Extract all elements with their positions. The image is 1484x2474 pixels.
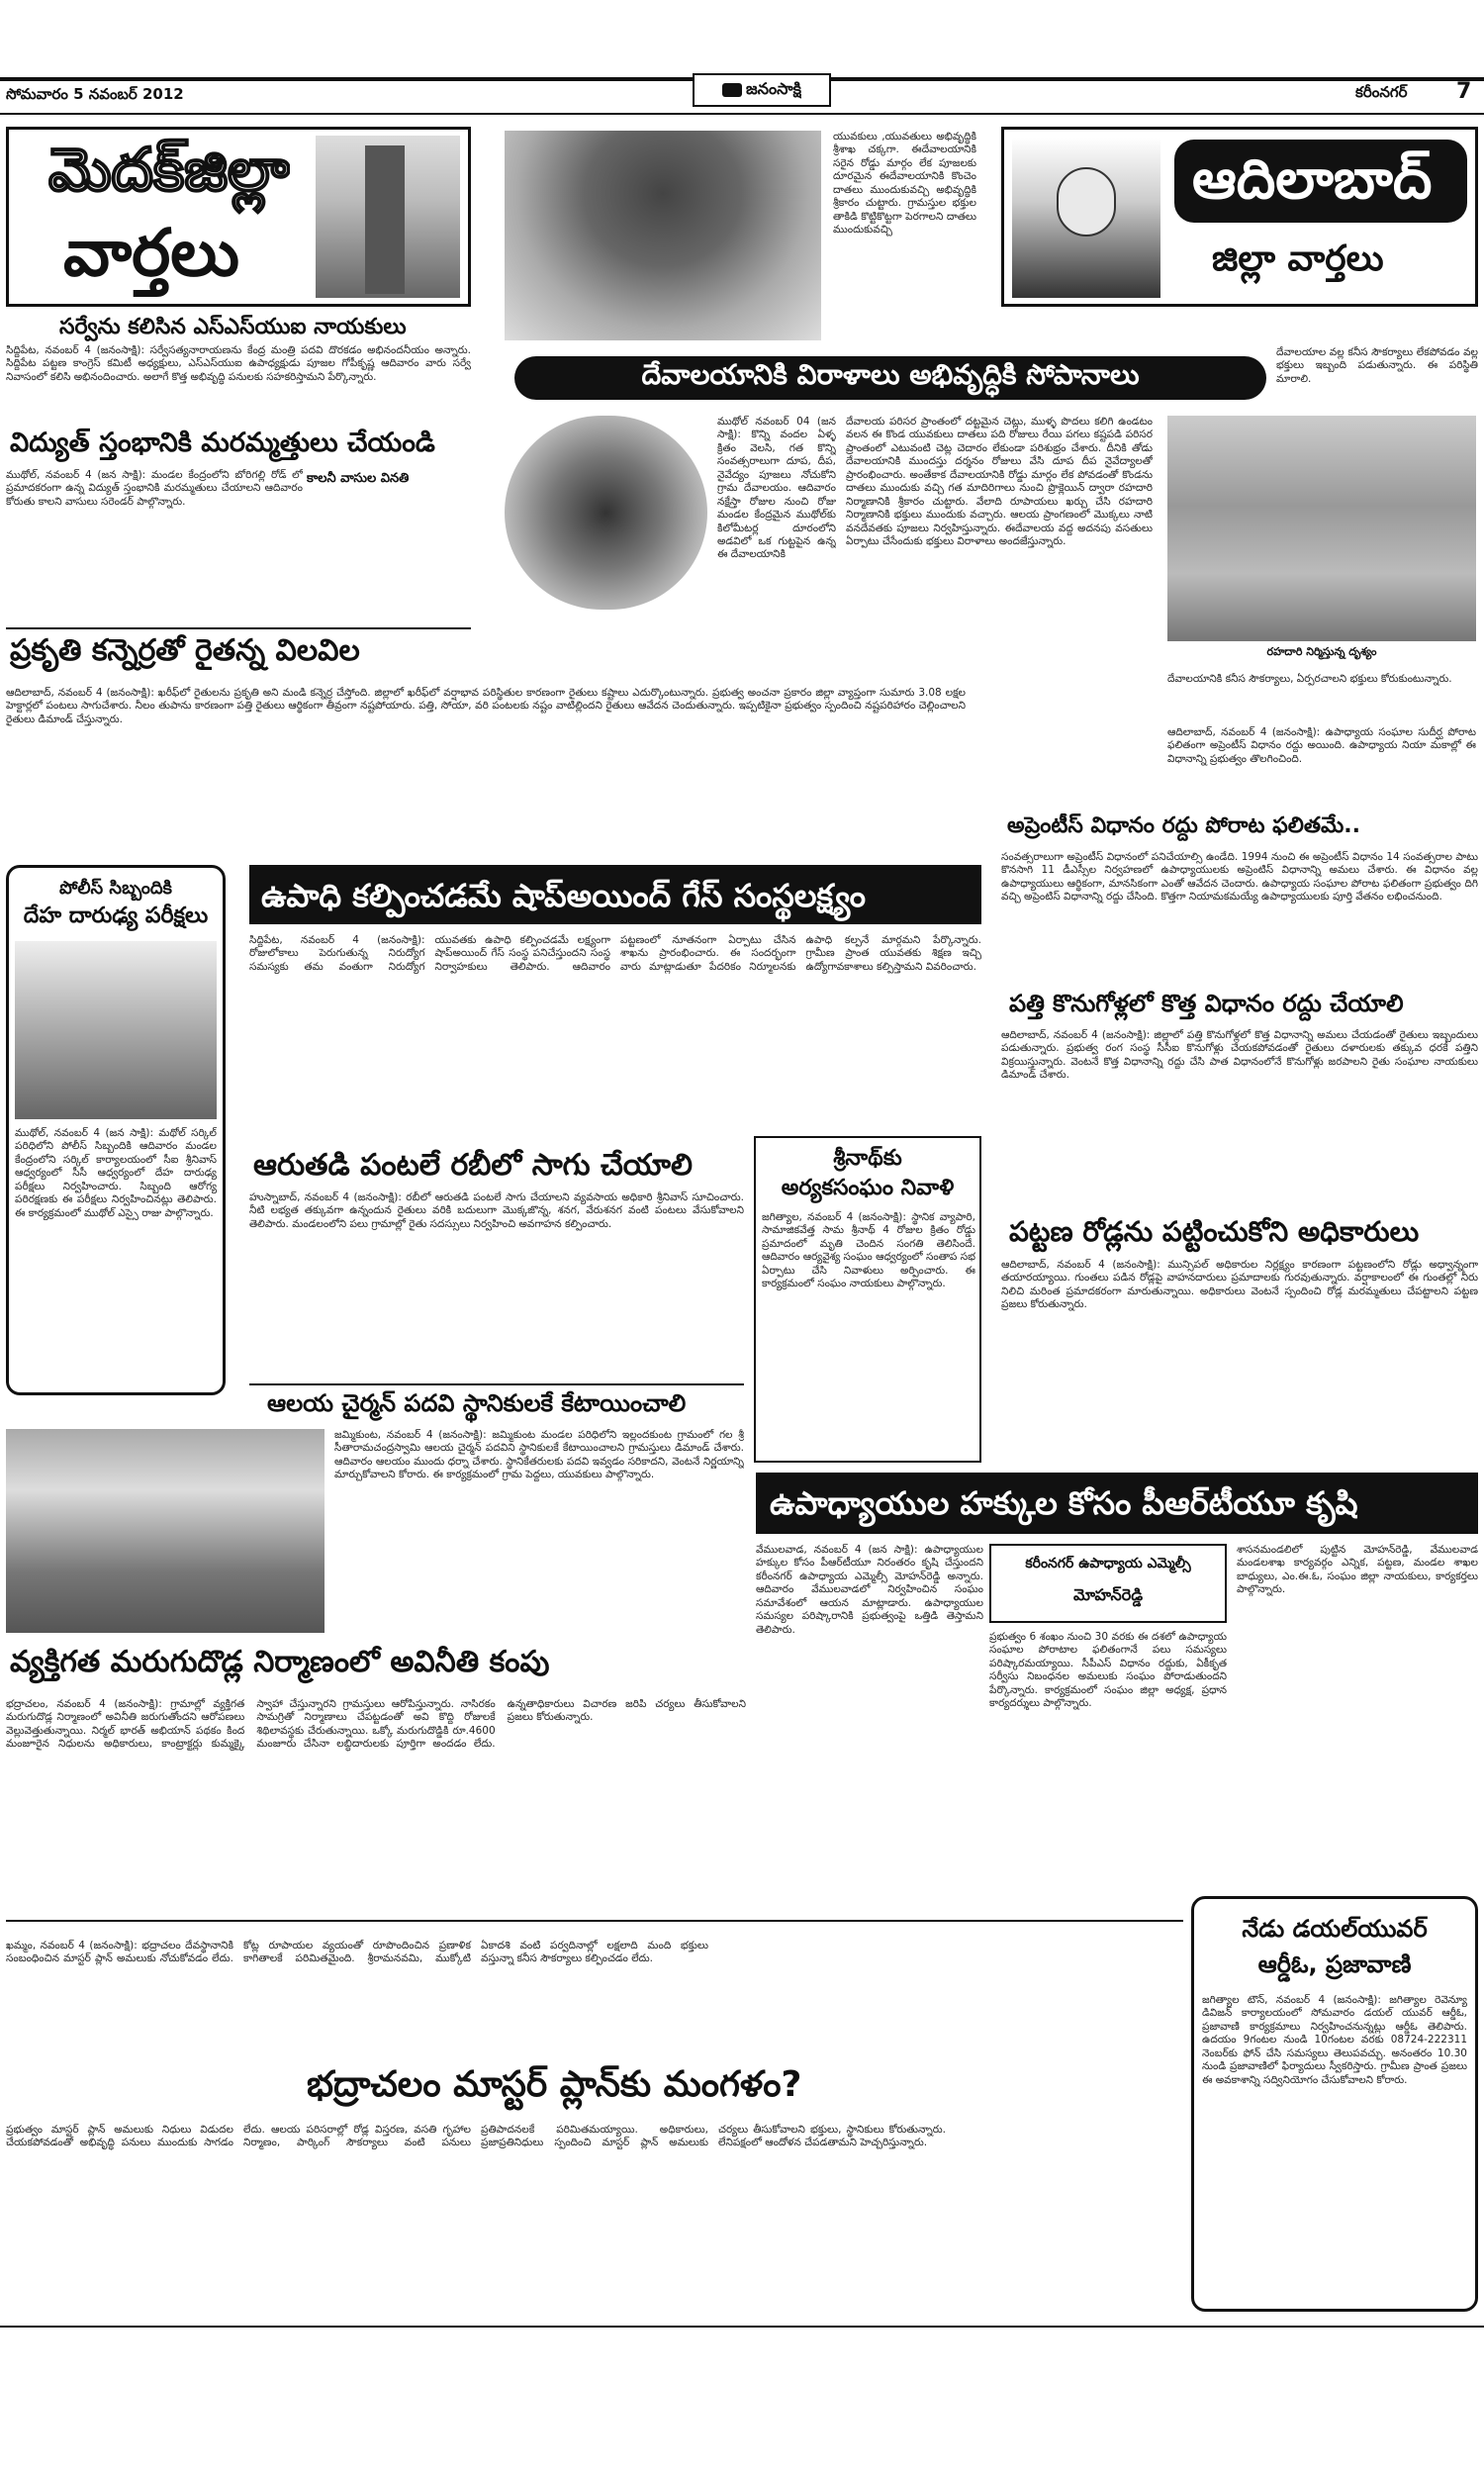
rule [6,627,471,629]
medak-banner [6,127,471,307]
issue-date: సోమవారం 5 నవంబర్ 2012 [6,85,184,103]
medak-headline-1: సర్వేను కలిసిన ఎస్‌ఎస్‌యుఐ నాయకులు [59,315,407,339]
srinath-headline-1: శ్రీనాథ్‌కు [833,1146,902,1171]
dialyour-headline-1: నేడు డయల్‌యువర్ [1242,1915,1428,1943]
city-name: కరీంనగర్ [1355,83,1408,101]
dialyour-box [1191,1896,1478,2312]
police-body: ముథోల్, నవంబర్ 4 (జన సాక్షి): మథోల్ సర్కిల్ పరిధిలోని పోలీస్ సిబ్బందికి ఆదివారం మండల కేంద్రంలోని సర్కిల్ కార్యాలయంలో సీఐ శ్రీనివాస్ ఆధ్వర్యంలో సీసీ ఆధ్వర్యంలో దేహ దారుఢ్య పరీక్షలు నిర్వహించారు. సిబ్బంది ఆరోగ్య పరిరక్షణకు ఈ పరీక్షలు నిర్వహించినట్లు తెలిపారు. ఈ కార్యక్రమంలో ముథోల్ ఎస్సై రాజు పాల్గొన్నారు. [15,1127,217,1219]
bhadrachalam-headline: భద్రాచలం మాస్టర్ ప్లాన్‌కు మంగళం? [307,2064,802,2105]
srinath-body: జగిత్యాల, నవంబర్ 4 (జనంసాక్షి): స్థానిక వ్యాపారి, సామాజికవేత్త సామ శ్రీనాథ్ 4 రోజుల క్రితం రోడ్డు ప్రమాదంలో మృతి చెందిన సంగతి తెలిసిందే. ఆదివారం ఆర్యవైశ్య సంఘం ఆధ్వర్యంలో సంతాప సభ ఏర్పాటు చేసి నివాళులు అర్పించారు. ఈ కార్యక్రమంలో సంఘం నాయకులు పాల్గొన్నారు. [762,1211,975,1290]
mlc-title: కరీంనగర్ ఉపాధ్యాయ ఎమ్మెల్సీ [1025,1556,1191,1571]
temple-side-text: దేవాలయానికి కనీస సౌకర్యాలు, ఏర్పరచాలని భక్తులు కోరుకుంటున్నారు. [1167,673,1452,685]
temple-body-col1: ముథోల్ నవంబర్ 04 (జన సాక్షి): కొన్ని వందల ఏళ్ళ క్రితం వెలసి, గత కొన్ని సంవత్సరాలుగా దూప, దీప, నైవేద్యం పూజలు నోచుకోని గ్రామ దేవాలయం. ఆదివారం నక్షేస్తా రోజుల నుంచి రోజు మండల కేంద్రమైన ముథోల్‌కు కిలోమీటర్ల దూరంలోని అడవిలో ఒక గుట్టపైన ఉన్న ఈ దేవాలయానికి [717,416,836,561]
road-photo-caption: రహదారి నిర్మిస్తున్న దృశ్యం [1266,645,1377,658]
medak-subhead-2: కాలనీ వాసుల వినతి [307,471,410,486]
adilabad-side-text: దేవాలయాల వల్ల కనీస సౌకర్యాలు లేకపోవడం వల్ల భక్తులు ఇబ్బంది పడుతున్నారు. ఈ పరిస్థితి మారాలి. [1276,346,1478,385]
adilabad-banner-subtitle: జిల్లా వార్తలు [1212,238,1384,279]
police-headline-2: దేహ దారుఢ్య పరీక్షలు [23,904,209,928]
dialyour-body: జగిత్యాల టౌన్, నవంబర్ 4 (జనంసాక్షి): జగిత్యాల రెవెన్యూ డివిజన్ కార్యాలయంలో సోమవారం డయల్ యువర్ ఆర్డీఓ, ప్రజావాణి కార్యక్రమాలు నిర్వహించనున్నట్లు ఆర్డీఓ తెలిపారు. ఉదయం 9గంటల నుండి 10గంటల వరకు 08724-222311 నెంబర్‌కు ఫోన్ చేసి సమస్యలు తెలుపవచ్చు. అనంతరం 10.30 నుండి ప్రజావాణిలో ఫిర్యాదులు స్వీకరిస్తారు. గ్రామీణ ప్రాంత ప్రజలు ఈ అవకాశాన్ని సద్వినియోగం చేసుకోవాలని కోరారు. [1202,1994,1467,2086]
police-headline-1: పోలీస్ సిబ్బందికి [59,878,172,899]
medak-banner-subtitle: వార్తలు [63,215,239,291]
rabi-headline: ఆరుతడి పంటలే రబీలో సాగు చేయాలి [253,1148,693,1183]
teachers-body-3: శాసనమండలిలో పుట్టిన మోహన్‌రెడ్డి, వేములవాడ మండలశాఖ కార్యవర్గం ఎన్నిక, పట్టణ, మండల శాఖల బాధ్యులు, ఎం.ఈ.ఓ, సంఘం జిల్లా నాయకులు, కార్యకర్తలు పాల్గొన్నారు. [1237,1544,1478,1596]
rule [6,1920,1183,1922]
tree-photo [505,131,821,340]
medak-body-2: ముథోల్, నవంబర్ 4 (జన సాక్షి): మండల కేంద్రంలోని బోరిగల్లి రోడ్ లో ప్రమాదకరంగా ఉన్న విద్యుత్ స్తంభానికి మరమ్మతులు చేయాలని ఆదివారం కోరుతు కాలని వాసులు సరెండర్ పాల్గొన్నారు. [6,469,303,508]
police-photo [15,941,217,1119]
temple-body-col2: దేవాలయ పరిసర ప్రాంతంలో దట్టమైన చెట్లు, ముళ్ళ పొదలు కలిగి ఉండటం వలన ఈ కొండ యువకులు దాతలు పది రోజులు రేయి పగలు కష్టపడి పరిసర ప్రాంతంలో ఎటువంటి చెట్ల చెదారం లేకుండా పరిశుభ్రం చేశారు. దీనికి తోడు దేవాలయానికి ముందస్తు దర్శనం రోజులు వేసి దూప దీప నైవేద్యాలతో ప్రారంభించారు. అంతేకాక దేవాలయానికి రోడ్డు మార్గం లేక పోవడంతో కొండను దాతలు ముందుకు వచ్చి గత మాదిరిగాలు నుంచి ప్రొక్లెయిన్ ద్వారా రహదారి నిర్మాణానికి శ్రీకారం చుట్టారు. వేలాది రూపాయలు ఖర్చు చేసి రహదారి నిర్మాణానికి భక్తులు ముందుకు వచ్చారు. ఆలయ ప్రాంగణంలో మొక్కలు నాటి వనదేవతకు పూజలు నిర్వహిస్తున్నారు. ఈదేవాలయ వద్ద అదనపు వసతులు ఏర్పాటు చేసేందుకు భక్తులు విరాళాలు అందజేస్తున్నారు. [846,416,1153,547]
road-construction-photo [1167,416,1476,641]
chairman-body: జమ్మికుంట, నవంబర్ 4 (జనంసాక్షి): జమ్మికుంట మండల పరిధిలోని ఇల్లందకుంట గ్రామంలో గల శ్రీ సీతారామచంద్రస్వామి ఆలయ చైర్మన్ పదవిని స్థానికులకే కేటాయించాలని గ్రామస్తులు డిమాండ్ చేశారు. ఆదివారం ఆలయం ముందు ధర్నా చేశారు. స్థానికేతరులకు పదవి ఇవ్వడం సరికాదని, వెంటనే నిర్ణయాన్ని మార్చుకోవాలని కోరారు. ఈ కార్యక్రమంలో గ్రామ పెద్దలు, యువకులు పాల్గొన్నారు. [334,1429,744,1481]
temple-headline-bar [514,356,1266,400]
rule [249,1383,744,1385]
header-rule-bottom [0,113,1484,115]
apprentice-headline: అప్రెంటీస్ విధానం రద్దు పోరాట ఫలితమే.. [1007,813,1360,838]
temple-headline: దేవాలయానికి విరాళాలు అభివృద్ధికి సోపానాలు [641,358,1140,391]
upadhi-body: సిద్దిపేట, నవంబర్ 4 (జనంసాక్షి): రోజులోకాలు పెరుగుతున్న నిరుద్యోగ సమస్యకు తమ వంతుగా నిరుద్యోగ యువతకు ఉపాధి కల్పించడమే లక్ష్యంగా షాప్‌అయింద్ గేస్ సంస్థ పనిచేస్తుందని సంస్థ నిర్వాహకులు తెలిపారు. ఆదివారం పట్టణంలో నూతనంగా ఏర్పాటు చేసిన శాఖను ప్రారంభించారు. ఈ సందర్భంగా వారు మాట్లాడుతూ పేదరికం నిర్మూలనకు ఉపాధి కల్పనే మార్గమని పేర్కొన్నారు. గ్రామీణ ప్రాంత యువతకు శిక్షణ ఇచ్చి ఉద్యోగావకాశాలు కల్పిస్తామని వివరించారు. [249,934,981,973]
rabi-body: హుస్నాబాద్, నవంబర్ 4 (జనంసాక్షి): రబీలో ఆరుతడి పంటలే సాగు చేయాలని వ్యవసాయ అధికారి శ్రీనివాస్ సూచించారు. నీటి లభ్యత తక్కువగా ఉన్నందున రైతులు వరికి బదులుగా మొక్కజొన్న, శనగ, వేరుశనగ వంటి పంటలు వేసుకోవాలని తెలిపారు. మండలంలోని పలు గ్రామాల్లో రైతు సదస్సులు నిర్వహించి అవగాహన కల్పించారు. [249,1191,744,1230]
medak-body-1: సిద్దిపేట, నవంబర్ 4 (జనంసాక్షి): సర్వేసత్యనారాయణను కేంద్ర మంత్రి పదవి దొరకడం అభినందనీయం అన్నారు. సిద్దిపేట పట్టణ కాంగ్రెస్ కమిటీ అధ్యక్షులు, ఎస్‌ఎస్‌యుఐ ఉపాధ్యక్షుడు పూజల గోపీకృష్ణ ఆదివారం వారు సర్వే నివాసంలో కలిసి అభినందించారు. అలాగే కొత్త అభివృద్ధి పనులకు సహకరిస్తామని పేర్కొన్నారు. [6,344,471,383]
bhadrachalam-lead: ఖమ్మం, నవంబర్ 4 (జనంసాక్షి): భద్రాచలం దేవస్థానానికి సంబంధించిన మాస్టర్ ప్లాన్ అమలుకు నోచుకోవడం లేదు. కోట్ల రూపాయల వ్యయంతో రూపొందించిన ప్రణాళిక కాగితాలకే పరిమితమైంది. శ్రీరామనవమి, ముక్కోటి ఏకాదశి వంటి పర్వదినాల్లో లక్షలాది మంది భక్తులు వస్తున్నా కనీస సౌకర్యాలు కల్పించడం లేదు. [6,1940,708,1965]
roads-headline: పట్టణ రోడ్లను పట్టించుకోని అధికారులు [1009,1215,1420,1248]
upadhi-headline-bar [249,865,981,924]
masthead: జనంసాక్షి [693,73,831,107]
dialyour-headline-2: ఆర్డీఓ, ప్రజావాణి [1257,1951,1412,1978]
teachers-headline-bar [756,1473,1478,1534]
bhadrachalam-body: ప్రభుత్వం మాస్టర్ ప్లాన్ అమలుకు నిధులు విడుదల చేయకపోవడంతో అభివృద్ధి పనులు ముందుకు సాగడం లేదు. ఆలయ పరిసరాల్లో రోడ్ల విస్తరణ, వసతి గృహాల నిర్మాణం, పార్కింగ్ సౌకర్యాలు వంటి పనులు ప్రతిపాదనలకే పరిమితమయ్యాయి. అధికారులు, ప్రజాప్రతినిధులు స్పందించి మాస్టర్ ప్లాన్ అమలుకు చర్యలు తీసుకోవాలని భక్తులు, స్థానికులు కోరుతున్నారు. లేనిపక్షంలో ఆందోళన చేపడతామని హెచ్చరిస్తున్నారు. [6,2124,946,2149]
mlc-name: మోహన్‌రెడ్డి [1072,1585,1144,1604]
tree-body: యువకులు ,యువతులు అభివృద్ధికి శ్రీశాఖ చక్కగా. ఈదేవాలయానికి సరైన రోడ్డు మార్గం లేక పూజలకు దూరమైన ఈదేవాలయానికి కొంచెం దాతలు ముందుకువచ్చి అభివృద్ధికి శ్రీకారం చుట్టారు. గ్రామస్తుల భక్తుల తాకిడి కొట్టికొట్టగా పెరగాలని దాతలు ముందుకువచ్చి [833,131,976,237]
teachers-body-1: వేములవాడ, నవంబర్ 4 (జన సాక్షి): ఉపాధ్యాయుల హక్కుల కోసం పీఆర్‌టీయూ నిరంతరం కృషి చేస్తుందని కరీంనగర్ ఉపాధ్యాయ ఎమ్మెల్సీ మోహన్‌రెడ్డి అన్నారు. ఆదివారం వేములవాడలో నిర్వహించిన సంఘం సమావేశంలో ఆయన మాట్లాడారు. ఉపాధ్యాయుల సమస్యల పరిష్కారానికి ప్రభుత్వంపై ఒత్తిడి తెస్తామని తెలిపారు. [756,1544,983,1636]
chairman-headline: ఆలయ చైర్మన్ పదవి స్థానికులకే కేటాయించాలి [267,1389,687,1417]
teachers-body-2: ప్రభుత్వం 6 శంఖం నుంచి 30 వరకు ఈ దశలో ఉపాధ్యాయ సంఘాల పోరాటాల ఫలితంగానే పలు సమస్యలు పరిష్కారమయ్యాయి. సీపీఎస్ విధానం రద్దుకు, ఏకీకృత సర్వీసు నిబంధనల అమలుకు సంఘం పోరాడుతుందని పేర్కొన్నారు. కార్యక్రమంలో సంఘం జిల్లా అధ్యక్ష, ప్రధాన కార్యదర్శులు పాల్గొన్నారు. [989,1631,1227,1710]
adilabad-banner-title: ఆదిలాబాద్ [1192,147,1433,212]
adilabad-banner [1001,127,1478,307]
medak-headline-2: విద్యుత్ స్తంభానికి మరమ్మత్తులు చేయండి [10,428,435,458]
nature-body: ఆదిలాబాద్, నవంబర్ 4 (జనంసాక్షి): ఖరీఫ్‌లో రైతులను ప్రకృతి అని మండి కన్నెర్ర చేస్తోంది. జిల్లాలో ఖరీఫ్‌లో వర్షాభావ పరిస్థితుల కారణంగా రైతులు కష్టాలు ఎదుర్కొంటున్నారు. ప్రభుత్వ అంచనా ప్రకారం జిల్లా వ్యాప్తంగా సుమారు 3.08 లక్షల హెక్టార్లలో పంటలు సాగుచేశారు. నీలం తుపాను కారణంగా పత్తి రైతులు ఆర్థికంగా తీవ్రంగా నష్టపోయారు. పత్తి, సోయా, వరి పంటలకు నష్టం వాటిల్లిందని రైతులు ఆవేదన చెందుతున్నారు. ఇప్పటికైనా ప్రభుత్వం స్పందించి నష్టపరిహారం చెల్లించాలని రైతులు డిమాండ్ చేస్తున్నారు. [6,687,966,725]
upadhi-headline: ఉపాధి కల్పించడమే షాప్‌అయింద్ గేస్ సంస్థలక్ష్యం [261,877,866,914]
teachers-headline: ఉపాధ్యాయుల హక్కుల కోసం పీఆర్‌టీయూ కృషి [770,1484,1358,1522]
cotton-body: ఆదిలాబాద్, నవంబర్ 4 (జనంసాక్షి): జిల్లాలో పత్తి కొనుగోళ్లలో కొత్త విధానాన్ని అమలు చేయడంతో రైతులు ఇబ్బందులు పడుతున్నారు. ప్రభుత్వ రంగ సంస్థ సీసీఐ కొనుగోళ్లు చేయకపోవడంతో రైతులు దళారులకు తక్కువ ధరకే పత్తిని విక్రయిస్తున్నారు. వెంటనే కొత్త విధానాన్ని రద్దు చేసి పాత విధానంలోనే కొనుగోళ్లు జరపాలని రైతు సంఘాల నాయకులు డిమాండ్ చేశారు. [1001,1029,1478,1082]
cotton-headline: పత్తి కొనుగోళ్లలో కొత్త విధానం రద్దు చేయాలి [1009,990,1404,1017]
church-tower-icon [365,145,405,294]
apprentice-lead: ఆదిలాబాద్, నవంబర్ 4 (జనంసాక్షి): ఉపాధ్యాయ సంఘాల సుదీర్ఘ పోరాట ఫలితంగా అప్రెంటీస్ విధానం రద్దు అయింది. ఉపాధ్యాయ నియా మకాల్లో ఈ విధానాన్ని ప్రభుత్వం తొలగించింది. [1167,726,1476,765]
toilets-body: భద్రాచలం, నవంబర్ 4 (జనంసాక్షి): గ్రామాల్లో వ్యక్తిగత మరుగుదొడ్ల నిర్మాణంలో అవినీతి జరుగుతోందని ఆరోపణలు వెల్లువెత్తుతున్నాయి. నిర్మల్ భారత్ అభియాన్ పథకం కింద మంజూరైన నిధులను అధికారులు, కాంట్రాక్టర్లు కుమ్మక్కై స్వాహా చేస్తున్నారని గ్రామస్తులు ఆరోపిస్తున్నారు. నాసిరకం సామగ్రితో నిర్మాణాలు చేపట్టడంతో అవి కొద్ది రోజులకే శిథిలావస్థకు చేరుతున్నాయి. ఒక్కో మరుగుదొడ్డికి రూ.4600 మంజూరు చేసినా లబ్ధిదారులకు పూర్తిగా అందడం లేదు. ఉన్నతాధికారులు విచారణ జరిపి చర్యలు తీసుకోవాలని ప్రజలు కోరుతున్నారు. [6,1698,746,1751]
page-number: 7 [1456,79,1472,104]
page-bottom-rule [0,2326,1484,2328]
apprentice-body: సంవత్సరాలుగా అప్రెంటీస్ విధానంలో పనిచేయాల్సి ఉండేది. 1994 నుంచి ఈ అప్రెంటీస్ విధానం 14 సంవత్సరాల పాటు కొనసాగి 11 డీఎస్సీల నిర్వహణలో ఉపాధ్యాయులకు అప్రెంటిస్ విధానాన్ని అమలు చేశారు. ఈ విధానం వల్ల ఉపాధ్యాయులు ఆర్థికంగా, మానసికంగా ఎంతో ఆవేదన చెందారు. ఉపాధ్యాయ సంఘాల పోరాట ఫలితంగా ప్రభుత్వం దిగి వచ్చి అప్రెంటిస్ విధానాన్ని రద్దు చేసింది. కొత్తగా నియామకమయ్యే ఉపాధ్యాయులకు పూర్తి వేతనం లభించనుంది. [1001,851,1478,904]
srinath-headline-2: అర్యకసంఘం నివాళి [781,1176,955,1200]
leader-portrait [1012,138,1160,298]
church-photo [316,136,460,298]
temple-idol-photo [505,416,707,610]
medak-banner-title: మెదక్‌జిల్లా [48,136,290,205]
roads-body: ఆదిలాబాద్, నవంబర్ 4 (జనంసాక్షి): మున్సిపల్ అధికారుల నిర్లక్ష్యం కారణంగా పట్టణంలోని రోడ్లు అధ్వాన్నంగా తయారయ్యాయి. గుంతలు పడిన రోడ్లపై వాహనదారులు ప్రమాదాలకు గురవుతున్నారు. వర్షాకాలంలో ఈ గుంతల్లో నీరు నిలిచి మరింత ప్రమాదకరంగా మారుతున్నాయి. అధికారులు వెంటనే స్పందించి రోడ్ల మరమ్మతులు చేపట్టాలని పట్టణ ప్రజలు కోరుతున్నారు. [1001,1259,1478,1311]
nature-headline: ప్రకృతి కన్నెర్రతో రైతన్న విలవిల [10,633,360,668]
masthead-logo-icon [722,83,742,97]
police-box [6,865,226,1395]
face-icon [1057,167,1116,237]
srinath-box [754,1136,981,1463]
mlc-name-box [989,1544,1227,1623]
toilets-headline: వ్యక్తిగత మరుగుదొడ్ల నిర్మాణంలో అవినీతి కంపు [10,1645,550,1679]
dharna-photo [6,1429,325,1633]
